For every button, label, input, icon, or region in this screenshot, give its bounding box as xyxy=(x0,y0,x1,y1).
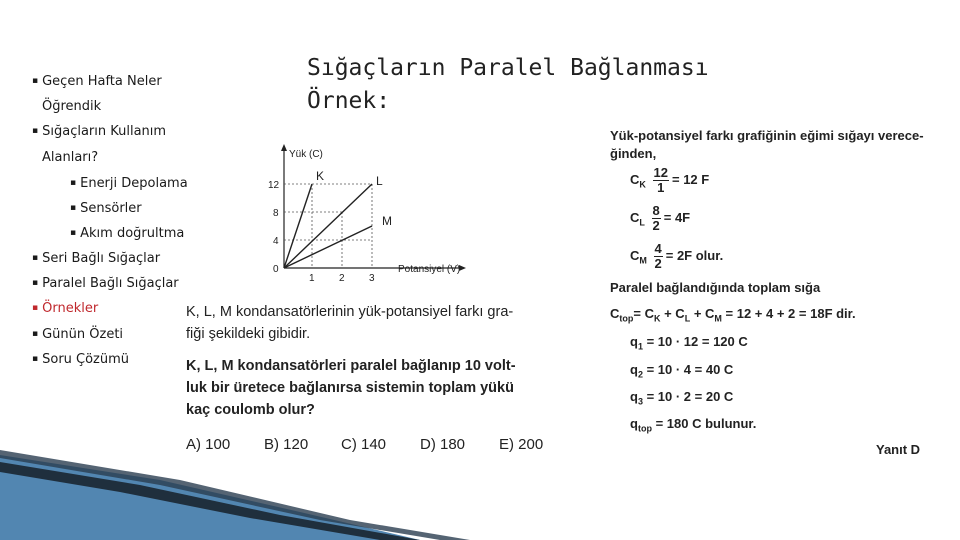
x-tick-1: 1 xyxy=(309,273,315,284)
question-line1: K, L, M kondansatörlerinin yük-potansiyel farkı gra- xyxy=(186,304,514,320)
bullet-icon: ▪ xyxy=(70,178,77,188)
x-tick-3: 3 xyxy=(369,273,375,284)
line-m xyxy=(284,226,372,268)
bullet-icon: ▪ xyxy=(70,228,77,238)
solution-line1: Yük-potansiyel farkı grafiğinin eğimi sığayı verece- xyxy=(610,128,924,143)
charge-voltage-graph xyxy=(262,140,482,290)
sidebar-item-paralel[interactable]: ▪ Paralel Bağlı Sığaçlar xyxy=(32,276,179,291)
y-tick-8: 8 xyxy=(273,208,279,219)
solution-q1: $q_1 = 10 \cdot 12 = 120$ C xyxy=(630,334,748,352)
answer-label: Yanıt D xyxy=(876,442,921,457)
y-tick-4: 4 xyxy=(273,236,279,247)
solution-line2: ğinden, xyxy=(610,146,657,161)
sidebar-item-gecen-hafta-cont[interactable]: Öğrendik xyxy=(42,99,102,114)
bullet-icon: ▪ xyxy=(32,126,39,136)
graph-xlabel: Potansiyel (V) xyxy=(398,264,461,275)
solution-q3: $q_3 = 10 \cdot 2 = 20$ C xyxy=(630,389,734,407)
bullet-icon: ▪ xyxy=(70,203,77,213)
label-m: M xyxy=(382,214,392,228)
sidebar-item-enerji[interactable]: ▪ Enerji Depolama xyxy=(70,176,188,191)
label-k: K xyxy=(316,169,325,183)
y-tick-12: 12 xyxy=(268,180,280,191)
sidebar-item-kullanim[interactable]: ▪ Sığaçların Kullanım xyxy=(32,124,167,139)
bullet-icon: ▪ xyxy=(32,329,39,339)
line-l xyxy=(284,184,372,268)
bottom-swoosh-decoration xyxy=(0,440,960,540)
origin-label: 0 xyxy=(273,264,279,275)
sidebar-item-sensorler[interactable]: ▪ Sensörler xyxy=(70,201,142,216)
bullet-icon: ▪ xyxy=(32,354,39,364)
solution-cm: $C_M$ $\frac{4}{2}$ = 2F olur. xyxy=(630,241,724,271)
slide-title-line2: Örnek: xyxy=(307,88,391,114)
sidebar-item-gecen-hafta[interactable]: ▪ Geçen Hafta Neler xyxy=(32,74,162,89)
y-axis-arrow-icon xyxy=(281,144,287,151)
option-c[interactable]: C) 140 xyxy=(341,436,387,453)
graph-ylabel: Yük (C) xyxy=(289,149,323,160)
bullet-icon: ▪ xyxy=(32,303,39,313)
sidebar-item-akim[interactable]: ▪ Akım doğrultma xyxy=(70,226,185,241)
solution-q2: $q_2 = 10 \cdot 4 = 40$ C xyxy=(630,362,734,380)
option-b[interactable]: B) 120 xyxy=(264,436,309,453)
solution-ctop: $C_{top}= C_K + C_L + C_M = 12 + 4 + 2 = 18F$ dir. xyxy=(610,306,856,324)
solution-ck: $C_K$ $\frac{12}{1}$ = 12 F xyxy=(630,165,710,195)
question-line2: fiği şekildeki gibidir. xyxy=(186,326,311,342)
slide-title-line1: Sığaçların Paralel Bağlanması xyxy=(307,55,709,81)
option-a[interactable]: A) 100 xyxy=(186,436,231,453)
option-d[interactable]: D) 180 xyxy=(420,436,466,453)
sidebar-item-ornekler[interactable]: ▪ Örnekler xyxy=(32,301,99,316)
label-l: L xyxy=(376,174,383,188)
solution-qtop: $q_{top} = 180$ C bulunur. xyxy=(630,416,757,434)
option-e[interactable]: E) 200 xyxy=(499,436,544,453)
solution-parallel: Paralel bağlandığında toplam sığa xyxy=(610,280,821,295)
question-line4: luk bir üretece bağlanırsa sistemin toplam yükü xyxy=(186,380,514,396)
bullet-icon: ▪ xyxy=(32,278,39,288)
sidebar-item-seri[interactable]: ▪ Seri Bağlı Sığaçlar xyxy=(32,251,161,266)
sidebar-item-kullanim-cont[interactable]: Alanları? xyxy=(42,150,99,165)
question-line5: kaç coulomb olur? xyxy=(186,402,315,418)
x-tick-2: 2 xyxy=(339,273,345,284)
sidebar-item-gunun-ozeti[interactable]: ▪ Günün Özeti xyxy=(32,327,124,342)
sidebar-item-soru-cozumu[interactable]: ▪ Soru Çözümü xyxy=(32,352,130,367)
bullet-icon: ▪ xyxy=(32,253,39,263)
question-line3: K, L, M kondansatörleri paralel bağlanıp 10 volt- xyxy=(186,358,516,374)
bullet-icon: ▪ xyxy=(32,76,39,86)
slide-title xyxy=(307,52,709,118)
solution-cl: $C_L$ $\frac{8}{2}$ = 4F xyxy=(630,203,691,233)
